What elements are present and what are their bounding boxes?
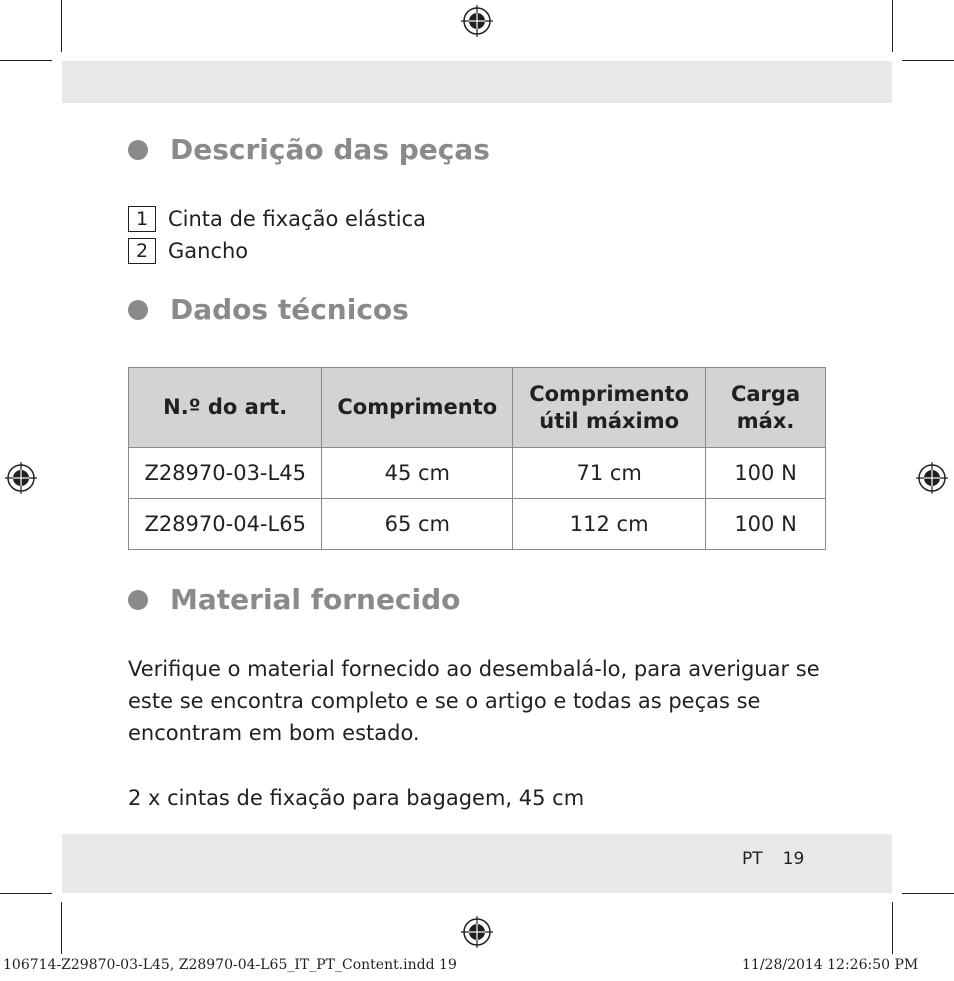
part-label: Gancho <box>168 239 249 263</box>
crop-mark <box>902 893 954 894</box>
part-number-box: 2 <box>128 238 156 264</box>
list-item <box>128 203 426 235</box>
heading-text: Descrição das peças <box>170 133 490 166</box>
part-label: Cinta de fixação elástica <box>168 207 427 231</box>
language-code: PT <box>742 849 763 869</box>
registration-mark-icon <box>461 5 493 37</box>
table-cell: Z28970-03-L45 <box>129 448 322 499</box>
heading-text: Material fornecido <box>170 583 461 616</box>
table-cell: 112 cm <box>513 499 706 550</box>
table-cell: 100 N <box>706 499 826 550</box>
crop-mark <box>61 902 62 954</box>
print-slug-timestamp: 11/28/2014 12:26:50 PM <box>742 957 919 973</box>
column-header: Comprimento útil máximo <box>513 368 706 448</box>
parts-list <box>128 203 426 267</box>
table-row <box>129 448 826 499</box>
crop-mark <box>902 60 954 61</box>
bullet-icon <box>128 140 148 160</box>
table-row <box>129 499 826 550</box>
crop-mark <box>892 902 893 954</box>
registration-mark-icon <box>916 462 948 494</box>
table-cell: 71 cm <box>513 448 706 499</box>
registration-mark-icon <box>5 462 37 494</box>
supplied-item: 2 x cintas de fixação para bagagem, 45 cm <box>128 786 585 810</box>
column-header: N.º do art. <box>129 368 322 448</box>
tech-data-table <box>128 367 826 550</box>
table-cell: 65 cm <box>322 499 513 550</box>
table-header-row <box>129 368 826 448</box>
page-number-value: 19 <box>782 849 805 869</box>
column-header: Comprimento <box>322 368 513 448</box>
table-cell: 45 cm <box>322 448 513 499</box>
bullet-icon <box>128 590 148 610</box>
part-number-box: 1 <box>128 206 156 232</box>
print-slug-file: 106714-Z29870-03-L45, Z28970-04-L65_IT_PT_Content.indd 19 <box>3 957 457 973</box>
crop-mark <box>0 60 52 61</box>
heading-text: Dados técnicos <box>170 293 409 326</box>
header-band <box>62 61 892 103</box>
section-heading-supplied <box>128 583 460 616</box>
section-heading-parts <box>128 133 490 166</box>
bullet-icon <box>128 300 148 320</box>
crop-mark <box>0 893 52 894</box>
table-cell: 100 N <box>706 448 826 499</box>
section-heading-tech <box>128 293 409 326</box>
column-header: Carga máx. <box>706 368 826 448</box>
list-item <box>128 235 426 267</box>
crop-mark <box>61 0 62 52</box>
supplied-paragraph: Verifique o material fornecido ao desembalá-lo, para averiguar se este se encontra completo e se o artigo e todas as peças se encontram em bom estado. <box>128 657 820 745</box>
page-number <box>742 849 804 869</box>
table-cell: Z28970-04-L65 <box>129 499 322 550</box>
registration-mark-icon <box>461 916 493 948</box>
crop-mark <box>892 0 893 52</box>
